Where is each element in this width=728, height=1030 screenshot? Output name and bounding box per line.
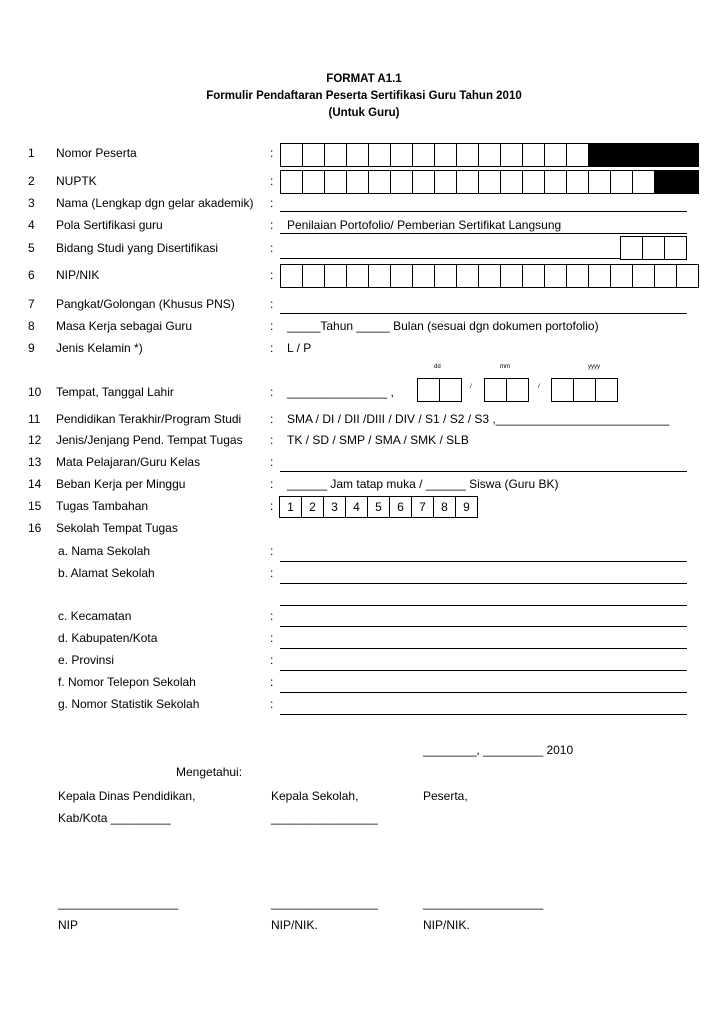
kepsek-line[interactable]: ________________ bbox=[271, 811, 378, 825]
alamat-sekolah-line-2[interactable] bbox=[280, 605, 687, 606]
pola-sertifikasi-value: Penilaian Portofolio/ Pemberian Sertifikat Langsung bbox=[287, 218, 562, 232]
date-separator: / bbox=[470, 384, 472, 390]
pangkat-field-line[interactable] bbox=[280, 313, 687, 314]
nomor-peserta-boxes[interactable] bbox=[280, 143, 699, 167]
sekolah-label-nss: g. Nomor Statistik Sekolah bbox=[58, 697, 200, 711]
row-label-bidang-studi: Bidang Studi yang Disertifikasi bbox=[56, 241, 219, 255]
nip-nik-boxes[interactable] bbox=[280, 264, 699, 288]
row-number: 12 bbox=[28, 433, 42, 447]
row-label-pola-sertifikasi: Pola Sertifikasi guru bbox=[56, 218, 163, 232]
jenis-kelamin-options[interactable]: L / P bbox=[287, 341, 312, 355]
row-label-jenjang: Jenis/Jenjang Pend. Tempat Tugas bbox=[56, 433, 243, 447]
provinsi-line[interactable] bbox=[280, 670, 687, 671]
row-label-jenis-kelamin: Jenis Kelamin *) bbox=[56, 341, 143, 355]
day-boxes[interactable] bbox=[417, 378, 462, 402]
sekolah-label-telepon: f. Nomor Telepon Sekolah bbox=[58, 675, 196, 689]
tugas-option[interactable]: 1 bbox=[280, 497, 302, 517]
tugas-option[interactable]: 3 bbox=[324, 497, 346, 517]
tugas-option[interactable]: 6 bbox=[390, 497, 412, 517]
row-number: 3 bbox=[28, 196, 35, 210]
bidang-studi-line[interactable] bbox=[280, 258, 620, 259]
colon: : bbox=[270, 631, 274, 645]
nama-sekolah-line[interactable] bbox=[280, 561, 687, 562]
tugas-option[interactable]: 4 bbox=[346, 497, 368, 517]
sekolah-label-kabupaten: d. Kabupaten/Kota bbox=[58, 631, 158, 645]
kepsek-title: Kepala Sekolah, bbox=[271, 789, 359, 803]
row-number: 8 bbox=[28, 319, 35, 333]
pendidikan-options[interactable]: SMA / DI / DII /DIII / DIV / S1 / S2 / S3 ,__________________________ bbox=[287, 412, 670, 426]
colon: : bbox=[270, 241, 274, 255]
row-number: 14 bbox=[28, 477, 42, 491]
kabupaten-line[interactable] bbox=[280, 648, 687, 649]
tempat-lahir-value[interactable]: _______________ , bbox=[287, 385, 394, 399]
pola-field-line bbox=[280, 233, 687, 234]
colon: : bbox=[270, 675, 274, 689]
signature-line-kepsek[interactable]: ________________ bbox=[271, 896, 378, 910]
row-label-ttl: Tempat, Tanggal Lahir bbox=[56, 385, 174, 399]
kecamatan-line[interactable] bbox=[280, 626, 687, 627]
row-number: 1 bbox=[28, 146, 35, 160]
colon: : bbox=[270, 268, 274, 282]
row-label-mata-pelajaran: Mata Pelajaran/Guru Kelas bbox=[56, 455, 201, 469]
row-number: 7 bbox=[28, 297, 35, 311]
row-label-nuptk: NUPTK bbox=[56, 174, 97, 188]
colon: : bbox=[270, 218, 274, 232]
colon: : bbox=[270, 196, 274, 210]
nss-line[interactable] bbox=[280, 714, 687, 715]
row-number: 4 bbox=[28, 218, 35, 232]
row-number: 10 bbox=[28, 385, 42, 399]
signature-line-kadis[interactable]: __________________ bbox=[58, 896, 179, 910]
nip-label-kadis: NIP bbox=[58, 918, 79, 932]
kabkota-label[interactable]: Kab/Kota _________ bbox=[58, 811, 171, 825]
row-label-pendidikan: Pendidikan Terakhir/Program Studi bbox=[56, 412, 242, 426]
row-label-tugas-tambahan: Tugas Tambahan bbox=[56, 499, 149, 513]
colon: : bbox=[270, 653, 274, 667]
peserta-title: Peserta, bbox=[423, 789, 468, 803]
row-number: 16 bbox=[28, 521, 42, 535]
masa-kerja-value[interactable]: _____Tahun _____ Bulan (sesuai dgn dokumen portofolio) bbox=[287, 319, 599, 333]
row-number: 11 bbox=[28, 412, 41, 426]
telepon-line[interactable] bbox=[280, 692, 687, 693]
date-separator: / bbox=[538, 384, 540, 390]
row-label-sekolah: Sekolah Tempat Tugas bbox=[56, 521, 178, 535]
tugas-option[interactable]: 7 bbox=[412, 497, 434, 517]
form-code: FORMAT A1.1 bbox=[326, 73, 402, 85]
sekolah-label-provinsi: e. Provinsi bbox=[58, 653, 115, 667]
colon: : bbox=[270, 174, 274, 188]
colon: : bbox=[270, 455, 274, 469]
date-label-mm: mm bbox=[500, 364, 510, 370]
row-label-pangkat: Pangkat/Golongan (Khusus PNS) bbox=[56, 297, 235, 311]
date-label-yyyy: yyyy bbox=[588, 364, 600, 370]
row-label-nama: Nama (Lengkap dgn gelar akademik) bbox=[56, 196, 254, 210]
sekolah-label-nama: a. Nama Sekolah bbox=[58, 544, 151, 558]
row-number: 5 bbox=[28, 241, 35, 255]
tugas-option[interactable]: 5 bbox=[368, 497, 390, 517]
nama-field-line[interactable] bbox=[280, 211, 687, 212]
nuptk-boxes[interactable] bbox=[280, 170, 699, 194]
row-number: 6 bbox=[28, 268, 35, 282]
row-label-masa-kerja: Masa Kerja sebagai Guru bbox=[56, 319, 193, 333]
jenjang-options[interactable]: TK / SD / SMP / SMA / SMK / SLB bbox=[287, 433, 469, 447]
colon: : bbox=[270, 297, 274, 311]
colon: : bbox=[270, 341, 274, 355]
colon: : bbox=[270, 477, 274, 491]
mengetahui-label: Mengetahui: bbox=[176, 765, 243, 779]
year-boxes[interactable] bbox=[551, 378, 618, 402]
colon: : bbox=[270, 609, 274, 623]
sekolah-label-alamat: b. Alamat Sekolah bbox=[58, 566, 155, 580]
colon: : bbox=[270, 566, 274, 580]
row-number: 2 bbox=[28, 174, 35, 188]
row-number: 13 bbox=[28, 455, 42, 469]
beban-kerja-value[interactable]: ______ Jam tatap muka / ______ Siswa (Guru BK) bbox=[287, 477, 559, 491]
tugas-option[interactable]: 9 bbox=[456, 497, 478, 517]
nip-label-kepsek: NIP/NIK. bbox=[271, 918, 318, 932]
month-boxes[interactable] bbox=[484, 378, 529, 402]
tugas-option[interactable]: 2 bbox=[302, 497, 324, 517]
row-label-nomor-peserta: Nomor Peserta bbox=[56, 146, 137, 160]
colon: : bbox=[270, 146, 274, 160]
kadis-title: Kepala Dinas Pendidikan, bbox=[58, 789, 196, 803]
date-label-dd: dd bbox=[434, 364, 441, 370]
tugas-tambahan-options[interactable] bbox=[279, 496, 478, 518]
colon: : bbox=[270, 697, 274, 711]
tugas-option[interactable]: 8 bbox=[434, 497, 456, 517]
row-label-beban-kerja: Beban Kerja per Minggu bbox=[56, 477, 186, 491]
colon: : bbox=[270, 319, 274, 333]
row-number: 15 bbox=[28, 499, 42, 513]
row-label-nip-nik: NIP/NIK bbox=[56, 268, 100, 282]
bidang-studi-boxes[interactable] bbox=[620, 236, 687, 260]
form-title: Formulir Pendaftaran Peserta Sertifikasi Guru Tahun 2010 bbox=[206, 90, 522, 102]
sekolah-label-kecamatan: c. Kecamatan bbox=[58, 609, 132, 623]
nip-label-peserta: NIP/NIK. bbox=[423, 918, 470, 932]
colon: : bbox=[270, 544, 274, 558]
mata-pelajaran-line[interactable] bbox=[280, 471, 687, 472]
colon: : bbox=[270, 433, 274, 447]
colon: : bbox=[270, 499, 274, 513]
row-number: 9 bbox=[28, 341, 35, 355]
colon: : bbox=[270, 412, 274, 426]
colon: : bbox=[270, 385, 274, 399]
form-subtitle: (Untuk Guru) bbox=[328, 107, 400, 119]
date-place-line[interactable]: ________, _________ 2010 bbox=[423, 743, 574, 757]
signature-line-peserta[interactable]: __________________ bbox=[423, 896, 544, 910]
alamat-sekolah-line[interactable] bbox=[280, 583, 687, 584]
